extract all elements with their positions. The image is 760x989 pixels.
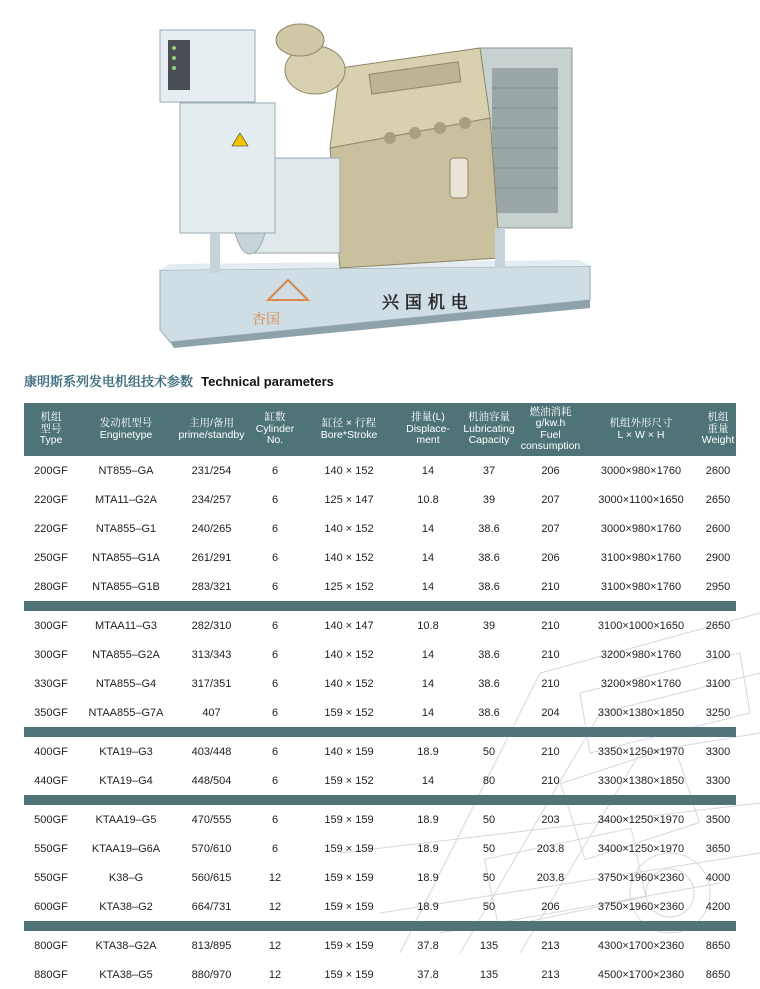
- cell-weight: 2600: [705, 464, 731, 477]
- header-line: 缸数: [264, 411, 286, 424]
- cell-dimensions: 3100×980×1760: [600, 551, 682, 564]
- cell-type: 880GF: [34, 968, 68, 981]
- cell-weight: 3100: [705, 648, 731, 661]
- cell-cylinder-no: 12: [268, 900, 282, 913]
- cell-type: 250GF: [34, 551, 68, 564]
- cell-weight: 2600: [705, 522, 731, 535]
- section-heading: [24, 371, 334, 390]
- cell-engine-type: KTA38–G5: [99, 968, 153, 981]
- cell-weight: 2650: [700, 606, 736, 640]
- cell-fuel-consumption: 210: [519, 732, 582, 766]
- nameplate-text: 兴 国 机 电: [382, 293, 468, 313]
- cell-type: 440GF: [34, 774, 68, 787]
- cell-prime-standby: 313/343: [191, 648, 232, 661]
- cell-lubricating-capacity: 135: [459, 926, 519, 960]
- cell-dimensions: 3000×980×1760: [600, 464, 682, 477]
- cell-engine-type: KTA38–G2: [99, 900, 153, 913]
- cell-cylinder-no: 6: [271, 648, 279, 661]
- cell-weight: 8650: [700, 926, 736, 960]
- cell-fuel-consumption: 210: [541, 677, 560, 690]
- cell-weight: 2900: [705, 551, 731, 564]
- col-header-engine-type: [78, 403, 174, 456]
- cell-lubricating-capacity: 38.6: [478, 522, 500, 535]
- table-row: [24, 543, 736, 572]
- cell-displacement: 10.8: [397, 606, 459, 640]
- cell-displacement: 14: [421, 706, 435, 719]
- cell-engine-type: NTA855–G1B: [92, 580, 160, 593]
- cell-bore-stroke: 140 × 152: [324, 648, 374, 661]
- cell-dimensions: 3100×1000×1650: [582, 606, 700, 640]
- cell-cylinder-no: 6: [271, 842, 279, 855]
- cell-engine-type: KTA38–G2A: [78, 926, 174, 960]
- cell-lubricating-capacity: 38.6: [478, 677, 500, 690]
- cell-lubricating-capacity: 38.6: [478, 551, 500, 564]
- cell-type: 400GF: [24, 732, 78, 766]
- cell-prime-standby: 403/448: [174, 732, 249, 766]
- cell-bore-stroke: 140 × 147: [301, 606, 397, 640]
- technical-parameters-table: [24, 403, 736, 989]
- col-header-lubricating-capacity: [459, 403, 519, 456]
- cell-engine-type: MTA11–G2A: [95, 493, 157, 506]
- cell-fuel-consumption: 207: [541, 493, 560, 506]
- cell-cylinder-no: 6: [271, 493, 279, 506]
- header-line: 型号: [40, 422, 62, 435]
- cell-dimensions: 4500×1700×2360: [597, 968, 685, 981]
- header-line: 发动机型号: [99, 417, 153, 429]
- cell-cylinder-no: 6: [271, 774, 279, 787]
- cell-dimensions: 4300×1700×2360: [582, 926, 700, 960]
- header-line: 重量: [707, 422, 729, 435]
- cell-bore-stroke: 140 × 152: [324, 551, 374, 564]
- cell-type: 200GF: [34, 464, 68, 477]
- header-line: Weight: [701, 434, 735, 447]
- cell-fuel-consumption: 203.8: [536, 842, 565, 855]
- header-line: Lubricating: [463, 422, 515, 435]
- header-line: 机组外形尺寸: [609, 417, 673, 429]
- cell-cylinder-no: 12: [268, 968, 282, 981]
- cell-fuel-consumption: 210: [541, 648, 560, 661]
- col-header-displacement: [397, 403, 459, 456]
- cell-bore-stroke: 159 × 152: [324, 774, 374, 787]
- cell-prime-standby: 664/731: [191, 900, 232, 913]
- cell-weight: 3250: [705, 706, 731, 719]
- cell-cylinder-no: 6: [271, 677, 279, 690]
- cell-engine-type: NTA855–G1: [95, 522, 157, 535]
- cell-lubricating-capacity: 50: [459, 800, 519, 834]
- header-line: Fuel: [540, 428, 561, 441]
- cell-fuel-consumption: 206: [541, 900, 560, 913]
- table-header-row: [24, 403, 736, 456]
- cell-lubricating-capacity: 135: [479, 968, 499, 981]
- cell-fuel-consumption: 213: [541, 968, 560, 981]
- cell-prime-standby: 570/610: [191, 842, 232, 855]
- header-line: 机组: [707, 411, 729, 424]
- col-header-type: [24, 403, 78, 456]
- cell-lubricating-capacity: 50: [482, 900, 496, 913]
- cell-lubricating-capacity: 38.6: [478, 580, 500, 593]
- cell-displacement: 37.8: [417, 968, 439, 981]
- cell-bore-stroke: 159 × 159: [301, 926, 397, 960]
- cell-displacement: 14: [421, 648, 435, 661]
- cell-engine-type: KTA19–G3: [78, 732, 174, 766]
- cell-lubricating-capacity: 38.6: [478, 648, 500, 661]
- cell-prime-standby: 234/257: [191, 493, 232, 506]
- header-line: g/kw.h: [535, 417, 566, 429]
- table-row: [24, 960, 736, 989]
- cell-cylinder-no: 6: [249, 800, 301, 834]
- cell-bore-stroke: 140 × 159: [301, 732, 397, 766]
- cell-type: 220GF: [34, 493, 68, 506]
- cell-engine-type: NTA855–G1A: [92, 551, 160, 564]
- header-line: 排量(L): [411, 411, 445, 424]
- header-line: Enginetype: [99, 428, 153, 441]
- cell-displacement: 14: [421, 677, 435, 690]
- cell-weight: 8650: [705, 968, 731, 981]
- table-body: [24, 456, 736, 989]
- heading-en: Technical parameters: [201, 374, 334, 389]
- cell-weight: 4200: [705, 900, 731, 913]
- cell-bore-stroke: 140 × 152: [324, 677, 374, 690]
- cell-lubricating-capacity: 50: [482, 842, 496, 855]
- cell-fuel-consumption: 210: [519, 606, 582, 640]
- cell-prime-standby: 317/351: [191, 677, 232, 690]
- cell-dimensions: 3300×1380×1850: [597, 774, 685, 787]
- cell-fuel-consumption: 207: [541, 522, 560, 535]
- cell-fuel-consumption: 204: [541, 706, 560, 719]
- cell-lubricating-capacity: 39: [459, 606, 519, 640]
- cell-displacement: 14: [421, 522, 435, 535]
- cell-type: 500GF: [24, 800, 78, 834]
- cell-dimensions: 3400×1250×1970: [597, 842, 685, 855]
- table-row: [24, 572, 736, 606]
- table-row: [24, 606, 736, 640]
- table-row: [24, 456, 736, 485]
- cell-displacement: 37.8: [397, 926, 459, 960]
- table-row: [24, 669, 736, 698]
- cell-displacement: 14: [421, 580, 435, 593]
- cell-weight: 2650: [705, 493, 731, 506]
- cell-lubricating-capacity: 80: [482, 774, 496, 787]
- cell-bore-stroke: 159 × 159: [324, 842, 374, 855]
- cell-type: 300GF: [24, 606, 78, 640]
- cell-dimensions: 3200×980×1760: [600, 648, 682, 661]
- col-header-prime-standby: [174, 403, 249, 456]
- header-line: No.: [266, 434, 284, 447]
- cell-displacement: 18.9: [417, 900, 439, 913]
- cell-type: 550GF: [34, 842, 68, 855]
- cell-cylinder-no: 6: [271, 706, 279, 719]
- header-line: 主用/备用: [189, 417, 234, 429]
- cell-displacement: 18.9: [417, 871, 439, 884]
- cell-dimensions: 3000×1100×1650: [598, 493, 684, 506]
- cell-prime-standby: 880/970: [191, 968, 232, 981]
- cell-cylinder-no: 6: [271, 464, 279, 477]
- col-header-dimensions: [582, 403, 700, 456]
- cell-type: 600GF: [34, 900, 68, 913]
- cell-engine-type: MTAA11–G3: [78, 606, 174, 640]
- header-line: Cylinder: [255, 422, 295, 435]
- header-line: consumption: [520, 440, 581, 452]
- table-row: [24, 800, 736, 834]
- cell-cylinder-no: 12: [249, 926, 301, 960]
- cell-type: 550GF: [34, 871, 68, 884]
- cell-bore-stroke: 159 × 159: [301, 800, 397, 834]
- header-line: Bore*Stroke: [320, 428, 378, 441]
- cell-fuel-consumption: 203: [519, 800, 582, 834]
- table-row: [24, 732, 736, 766]
- cell-weight: 3300: [700, 732, 736, 766]
- cell-bore-stroke: 140 × 152: [324, 522, 374, 535]
- cell-displacement: 18.9: [397, 800, 459, 834]
- cell-displacement: 14: [421, 551, 435, 564]
- cell-engine-type: KTAA19–G6A: [91, 842, 161, 855]
- header-line: 机组: [40, 411, 62, 424]
- header-line: 缸径 × 行程: [322, 417, 376, 429]
- header-line: L × W × H: [617, 428, 665, 441]
- table-row: [24, 514, 736, 543]
- table-row: [24, 834, 736, 863]
- cell-weight: 3650: [705, 842, 731, 855]
- cell-dimensions: 3350×1250×1970: [582, 732, 700, 766]
- cell-prime-standby: 282/310: [174, 606, 249, 640]
- cell-type: 280GF: [34, 580, 68, 593]
- cell-lubricating-capacity: 39: [482, 493, 496, 506]
- cell-fuel-consumption: 206: [541, 551, 560, 564]
- table-row: [24, 766, 736, 800]
- cell-prime-standby: 813/895: [174, 926, 249, 960]
- cell-dimensions: 3750×1960×2360: [597, 871, 685, 884]
- cell-displacement: 14: [421, 774, 435, 787]
- cell-bore-stroke: 140 × 152: [324, 464, 374, 477]
- cell-prime-standby: 560/615: [191, 871, 232, 884]
- cell-prime-standby: 231/254: [191, 464, 232, 477]
- cell-lubricating-capacity: 50: [482, 871, 496, 884]
- cell-prime-standby: 407: [202, 706, 221, 719]
- cell-cylinder-no: 6: [271, 522, 279, 535]
- cell-displacement: 18.9: [417, 842, 439, 855]
- cell-engine-type: KTA19–G4: [99, 774, 153, 787]
- cell-lubricating-capacity: 38.6: [478, 706, 500, 719]
- cell-fuel-consumption: 203.8: [536, 871, 565, 884]
- table-row: [24, 892, 736, 926]
- cell-bore-stroke: 125 × 152: [324, 580, 374, 593]
- header-line: prime/standby: [178, 428, 245, 441]
- cell-bore-stroke: 159 × 159: [324, 968, 374, 981]
- cell-engine-type: K38–G: [108, 871, 144, 884]
- header-line: Capacity: [468, 434, 510, 447]
- header-line: Displace-: [406, 422, 450, 435]
- table-row: [24, 698, 736, 732]
- cell-prime-standby: 261/291: [191, 551, 232, 564]
- cell-engine-type: KTAA19–G5: [78, 800, 174, 834]
- cell-weight: 3100: [705, 677, 731, 690]
- cell-dimensions: 3300×1380×1850: [597, 706, 685, 719]
- cell-type: 800GF: [24, 926, 78, 960]
- cell-prime-standby: 240/265: [191, 522, 232, 535]
- generator-set-image: [150, 8, 600, 348]
- cell-dimensions: 3100×980×1760: [600, 580, 682, 593]
- cell-type: 350GF: [34, 706, 68, 719]
- cell-displacement: 14: [421, 464, 435, 477]
- table-row: [24, 640, 736, 669]
- cell-cylinder-no: 12: [268, 871, 282, 884]
- table-row: [24, 863, 736, 892]
- cell-dimensions: 3000×980×1760: [600, 522, 682, 535]
- cell-weight: 3500: [700, 800, 736, 834]
- header-line: ment: [416, 434, 440, 447]
- cell-fuel-consumption: 210: [541, 774, 560, 787]
- cell-weight: 2950: [705, 580, 731, 593]
- cell-cylinder-no: 6: [271, 580, 279, 593]
- header-line: 燃油消耗: [529, 405, 572, 418]
- cell-lubricating-capacity: 50: [459, 732, 519, 766]
- col-header-cylinder-no: [249, 403, 301, 456]
- cell-cylinder-no: 6: [249, 606, 301, 640]
- cell-dimensions: 3400×1250×1970: [582, 800, 700, 834]
- table-row: [24, 485, 736, 514]
- cell-type: 300GF: [34, 648, 68, 661]
- cell-cylinder-no: 6: [271, 551, 279, 564]
- cell-type: 220GF: [34, 522, 68, 535]
- cell-cylinder-no: 6: [249, 732, 301, 766]
- cell-lubricating-capacity: 37: [482, 464, 496, 477]
- header-line: Type: [39, 434, 63, 447]
- cell-bore-stroke: 159 × 152: [324, 706, 374, 719]
- cell-weight: 4000: [705, 871, 731, 884]
- cell-bore-stroke: 125 × 147: [324, 493, 374, 506]
- cell-fuel-consumption: 206: [541, 464, 560, 477]
- cell-type: 330GF: [34, 677, 68, 690]
- cell-displacement: 10.8: [417, 493, 439, 506]
- cell-engine-type: NT855–GA: [98, 464, 154, 477]
- cell-prime-standby: 470/555: [174, 800, 249, 834]
- cell-engine-type: NTAA855–G7A: [88, 706, 164, 719]
- col-header-fuel-consumption: [519, 403, 582, 456]
- cell-engine-type: NTA855–G4: [95, 677, 157, 690]
- cell-bore-stroke: 159 × 159: [324, 871, 374, 884]
- table-row: [24, 926, 736, 960]
- heading-cn: 康明斯系列发电机组技术参数: [24, 375, 194, 390]
- col-header-bore-stroke: [301, 403, 397, 456]
- cell-fuel-consumption: 213: [519, 926, 582, 960]
- col-header-weight: [700, 403, 736, 456]
- cell-engine-type: NTA855–G2A: [92, 648, 160, 661]
- cell-weight: 3300: [705, 774, 731, 787]
- cell-fuel-consumption: 210: [541, 580, 560, 593]
- cell-displacement: 18.9: [397, 732, 459, 766]
- header-line: 机油容量: [468, 411, 510, 424]
- cell-dimensions: 3200×980×1760: [600, 677, 682, 690]
- cell-bore-stroke: 159 × 159: [324, 900, 374, 913]
- cell-prime-standby: 283/321: [191, 580, 232, 593]
- cell-prime-standby: 448/504: [191, 774, 232, 787]
- svg-text:杏国: 杏国: [252, 312, 280, 328]
- cell-dimensions: 3750×1960×2360: [597, 900, 685, 913]
